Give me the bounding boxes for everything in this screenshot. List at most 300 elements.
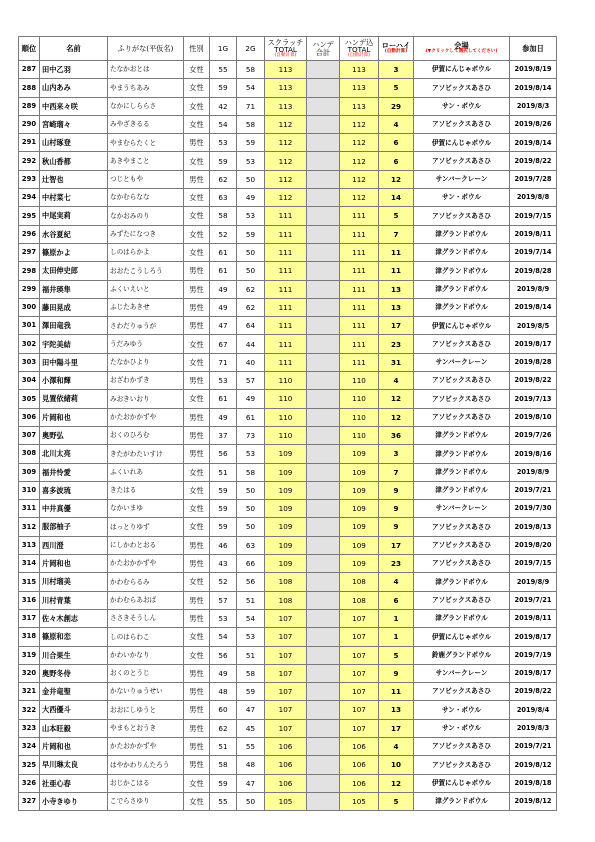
game1-score-cell[interactable]: 71 (210, 353, 237, 371)
game1-score-cell[interactable]: 51 (210, 737, 237, 755)
furigana-cell[interactable]: なかいまゆ (108, 500, 184, 518)
handicap-cell[interactable] (307, 500, 340, 518)
handicap-cell[interactable] (307, 317, 340, 335)
handicap-cell[interactable] (307, 774, 340, 792)
name-cell[interactable]: 川村瑠美 (40, 573, 108, 591)
furigana-cell[interactable]: やまうちあみ (108, 79, 184, 97)
game1-score-cell[interactable]: 47 (210, 317, 237, 335)
furigana-cell[interactable]: はやかわりんたろう (108, 756, 184, 774)
venue-select[interactable]: 津グランドボウル (414, 481, 510, 499)
game2-score-cell[interactable]: 47 (237, 701, 265, 719)
date-cell[interactable]: 2019/8/22 (510, 372, 557, 390)
name-cell[interactable]: 山村琢登 (40, 134, 108, 152)
furigana-cell[interactable]: おおにしゆうと (108, 701, 184, 719)
venue-select[interactable]: サンバークレーン (414, 170, 510, 188)
date-cell[interactable]: 2019/8/9 (510, 463, 557, 481)
game1-score-cell[interactable]: 49 (210, 280, 237, 298)
game1-score-cell[interactable]: 62 (210, 170, 237, 188)
date-cell[interactable]: 2019/7/21 (510, 737, 557, 755)
handicap-cell[interactable] (307, 134, 340, 152)
game1-score-cell[interactable]: 58 (210, 756, 237, 774)
name-cell[interactable]: 早川琳太良 (40, 756, 108, 774)
date-cell[interactable]: 2019/8/26 (510, 115, 557, 133)
furigana-cell[interactable]: おざわかずき (108, 372, 184, 390)
name-cell[interactable]: 福井瑛隼 (40, 280, 108, 298)
name-cell[interactable]: 中西来々咲 (40, 97, 108, 115)
name-cell[interactable]: 小寺きゆり (40, 792, 108, 810)
date-cell[interactable]: 2019/7/21 (510, 481, 557, 499)
game1-score-cell[interactable]: 63 (210, 189, 237, 207)
date-cell[interactable]: 2019/8/28 (510, 353, 557, 371)
name-cell[interactable]: 山内あみ (40, 79, 108, 97)
furigana-cell[interactable]: ふくいえいと (108, 280, 184, 298)
game2-score-cell[interactable]: 50 (237, 262, 265, 280)
game2-score-cell[interactable]: 53 (237, 445, 265, 463)
furigana-cell[interactable]: おくのとうじ (108, 664, 184, 682)
game2-score-cell[interactable]: 59 (237, 225, 265, 243)
furigana-cell[interactable]: うだみゆう (108, 335, 184, 353)
handicap-cell[interactable] (307, 115, 340, 133)
game2-score-cell[interactable]: 58 (237, 61, 265, 79)
date-cell[interactable]: 2019/7/28 (510, 170, 557, 188)
name-cell[interactable]: 奥野弘 (40, 426, 108, 444)
name-cell[interactable]: 片岡和也 (40, 408, 108, 426)
furigana-cell[interactable]: おおたこうしろう (108, 262, 184, 280)
game2-score-cell[interactable]: 49 (237, 189, 265, 207)
game2-score-cell[interactable]: 50 (237, 481, 265, 499)
name-cell[interactable]: 篠原かよ (40, 243, 108, 261)
game2-score-cell[interactable]: 61 (237, 408, 265, 426)
date-cell[interactable]: 2019/8/17 (510, 628, 557, 646)
venue-select[interactable]: 津グランドボウル (414, 225, 510, 243)
handicap-cell[interactable] (307, 225, 340, 243)
handicap-cell[interactable] (307, 280, 340, 298)
game1-score-cell[interactable]: 62 (210, 719, 237, 737)
handicap-cell[interactable] (307, 97, 340, 115)
name-cell[interactable]: 中尾実莉 (40, 207, 108, 225)
venue-select[interactable]: アソビックスあさひ (414, 737, 510, 755)
furigana-cell[interactable]: ささきそうしん (108, 609, 184, 627)
game1-score-cell[interactable]: 58 (210, 207, 237, 225)
furigana-cell[interactable]: かたおかかずや (108, 555, 184, 573)
game2-score-cell[interactable]: 51 (237, 646, 265, 664)
handicap-cell[interactable] (307, 792, 340, 810)
name-cell[interactable]: 見置依緒莉 (40, 390, 108, 408)
game1-score-cell[interactable]: 61 (210, 243, 237, 261)
name-cell[interactable]: 宇陀美結 (40, 335, 108, 353)
furigana-cell[interactable]: さわだりゅうが (108, 317, 184, 335)
date-cell[interactable]: 2019/7/15 (510, 555, 557, 573)
furigana-cell[interactable]: しのはらわこ (108, 628, 184, 646)
game2-score-cell[interactable]: 58 (237, 664, 265, 682)
rank-cell: 311 (19, 500, 40, 518)
game1-score-cell[interactable]: 67 (210, 335, 237, 353)
game1-score-cell[interactable]: 59 (210, 500, 237, 518)
date-cell[interactable]: 2019/8/19 (510, 61, 557, 79)
venue-select[interactable]: アソビックスあさひ (414, 335, 510, 353)
furigana-cell[interactable]: おじかこはる (108, 774, 184, 792)
handicap-cell[interactable] (307, 518, 340, 536)
furigana-cell[interactable]: かたおかかずや (108, 737, 184, 755)
game1-score-cell[interactable]: 53 (210, 372, 237, 390)
furigana-cell[interactable]: みずたになつき (108, 225, 184, 243)
venue-select[interactable]: 津グランドボウル (414, 426, 510, 444)
furigana-cell[interactable]: みおきいおり (108, 390, 184, 408)
game2-score-cell[interactable]: 50 (237, 518, 265, 536)
furigana-cell[interactable]: かわいかなり (108, 646, 184, 664)
game1-score-cell[interactable]: 59 (210, 481, 237, 499)
name-cell[interactable]: 山本旺毅 (40, 719, 108, 737)
name-cell[interactable]: 宮崎瑠々 (40, 115, 108, 133)
name-cell[interactable]: 水谷夏紀 (40, 225, 108, 243)
venue-select[interactable]: アソビックスあさひ (414, 79, 510, 97)
venue-select[interactable]: 伊賀にんじゃボウル (414, 61, 510, 79)
date-cell[interactable]: 2019/8/12 (510, 792, 557, 810)
date-cell[interactable]: 2019/8/22 (510, 152, 557, 170)
date-cell[interactable]: 2019/8/3 (510, 719, 557, 737)
game2-score-cell[interactable]: 40 (237, 353, 265, 371)
handicap-cell[interactable] (307, 170, 340, 188)
venue-select[interactable]: アソビックスあさひ (414, 518, 510, 536)
game2-score-cell[interactable]: 63 (237, 536, 265, 554)
venue-select[interactable]: 津グランドボウル (414, 445, 510, 463)
venue-select[interactable]: アソビックスあさひ (414, 555, 510, 573)
furigana-cell[interactable]: なかにしららさ (108, 97, 184, 115)
venue-select[interactable]: 伊賀にんじゃボウル (414, 774, 510, 792)
handicap-cell[interactable] (307, 737, 340, 755)
handicap-cell[interactable] (307, 61, 340, 79)
name-cell[interactable]: 福井怜愛 (40, 463, 108, 481)
furigana-cell[interactable]: きたがわたいすけ (108, 445, 184, 463)
venue-select[interactable]: アソビックスあさひ (414, 115, 510, 133)
scratch-total-cell: 108 (265, 591, 307, 609)
furigana-cell[interactable]: こでらさゆり (108, 792, 184, 810)
gender-cell: 女性 (184, 390, 210, 408)
handicap-cell[interactable] (307, 353, 340, 371)
name-cell[interactable]: 澤田竜我 (40, 317, 108, 335)
date-cell[interactable]: 2019/8/16 (510, 445, 557, 463)
date-cell[interactable]: 2019/8/13 (510, 518, 557, 536)
handicap-cell[interactable] (307, 207, 340, 225)
game2-score-cell[interactable]: 50 (237, 792, 265, 810)
game1-score-cell[interactable]: 43 (210, 555, 237, 573)
furigana-cell[interactable]: やまむらたくと (108, 134, 184, 152)
gender-cell: 男性 (184, 719, 210, 737)
game2-score-cell[interactable]: 62 (237, 298, 265, 316)
handicap-total-cell: 112 (340, 170, 379, 188)
venue-select[interactable]: アソビックスあさひ (414, 390, 510, 408)
date-cell[interactable]: 2019/8/14 (510, 134, 557, 152)
furigana-cell[interactable]: たなかおとは (108, 61, 184, 79)
name-cell[interactable]: 西川澄 (40, 536, 108, 554)
venue-select[interactable]: 伊賀にんじゃボウル (414, 628, 510, 646)
venue-select[interactable]: 津グランドボウル (414, 463, 510, 481)
date-cell[interactable]: 2019/8/9 (510, 573, 557, 591)
name-cell[interactable]: 服部柚子 (40, 518, 108, 536)
name-cell[interactable]: 田中乙羽 (40, 61, 108, 79)
gender-cell: 男性 (184, 408, 210, 426)
handicap-cell[interactable] (307, 426, 340, 444)
game2-score-cell[interactable]: 59 (237, 683, 265, 701)
handicap-cell[interactable] (307, 555, 340, 573)
venue-select[interactable]: サン・ボウル (414, 97, 510, 115)
date-cell[interactable]: 2019/8/5 (510, 317, 557, 335)
game2-score-cell[interactable]: 57 (237, 372, 265, 390)
date-cell[interactable]: 2019/8/18 (510, 774, 557, 792)
game2-score-cell[interactable]: 44 (237, 335, 265, 353)
furigana-cell[interactable]: しのはらかよ (108, 243, 184, 261)
venue-select[interactable]: アソビックスあさひ (414, 683, 510, 701)
furigana-cell[interactable]: なかむらなな (108, 189, 184, 207)
venue-select[interactable]: サン・ボウル (414, 719, 510, 737)
game1-score-cell[interactable]: 49 (210, 298, 237, 316)
game2-score-cell[interactable]: 50 (237, 500, 265, 518)
rank-cell: 326 (19, 774, 40, 792)
date-cell[interactable]: 2019/8/28 (510, 262, 557, 280)
game1-score-cell[interactable]: 53 (210, 609, 237, 627)
furigana-cell[interactable]: つじともや (108, 170, 184, 188)
handicap-cell[interactable] (307, 463, 340, 481)
name-cell[interactable]: 奥野冬侍 (40, 664, 108, 682)
game2-score-cell[interactable]: 64 (237, 317, 265, 335)
game2-score-cell[interactable]: 51 (237, 591, 265, 609)
game1-score-cell[interactable]: 48 (210, 683, 237, 701)
game1-score-cell[interactable]: 59 (210, 152, 237, 170)
venue-select[interactable]: 津グランドボウル (414, 298, 510, 316)
game2-score-cell[interactable]: 47 (237, 774, 265, 792)
rank-cell: 308 (19, 445, 40, 463)
date-cell[interactable]: 2019/8/14 (510, 79, 557, 97)
game1-score-cell[interactable]: 57 (210, 591, 237, 609)
name-cell[interactable]: 藤田晃成 (40, 298, 108, 316)
game1-score-cell[interactable]: 60 (210, 701, 237, 719)
name-cell[interactable]: 社亜心春 (40, 774, 108, 792)
game1-score-cell[interactable]: 56 (210, 445, 237, 463)
date-cell[interactable]: 2019/8/8 (510, 189, 557, 207)
handicap-cell[interactable] (307, 152, 340, 170)
scratch-total-cell: 112 (265, 189, 307, 207)
venue-select[interactable]: 津グランドボウル (414, 243, 510, 261)
handicap-cell[interactable] (307, 756, 340, 774)
game2-score-cell[interactable]: 50 (237, 243, 265, 261)
game2-score-cell[interactable]: 55 (237, 737, 265, 755)
gender-cell: 女性 (184, 500, 210, 518)
handicap-cell[interactable] (307, 262, 340, 280)
furigana-cell[interactable]: きたはる (108, 481, 184, 499)
handicap-cell[interactable] (307, 701, 340, 719)
name-cell[interactable]: 秋山香都 (40, 152, 108, 170)
date-cell[interactable]: 2019/8/9 (510, 280, 557, 298)
game1-score-cell[interactable]: 59 (210, 774, 237, 792)
venue-select[interactable]: アソビックスあさひ (414, 591, 510, 609)
game2-score-cell[interactable]: 49 (237, 390, 265, 408)
handicap-cell[interactable] (307, 536, 340, 554)
handicap-cell[interactable] (307, 189, 340, 207)
furigana-cell[interactable]: やまもとおうき (108, 719, 184, 737)
date-cell[interactable]: 2019/7/26 (510, 426, 557, 444)
name-cell[interactable]: 辻智也 (40, 170, 108, 188)
venue-select[interactable]: 津グランドボウル (414, 262, 510, 280)
venue-select[interactable]: アソビックスあさひ (414, 152, 510, 170)
furigana-cell[interactable]: あきやまこと (108, 152, 184, 170)
name-cell[interactable]: 小澤和輝 (40, 372, 108, 390)
date-cell[interactable]: 2019/7/15 (510, 207, 557, 225)
venue-select[interactable]: サン・ボウル (414, 701, 510, 719)
furigana-cell[interactable]: かわむらるみ (108, 573, 184, 591)
game2-score-cell[interactable]: 54 (237, 609, 265, 627)
handicap-cell[interactable] (307, 79, 340, 97)
gender-cell: 男性 (184, 445, 210, 463)
handicap-cell[interactable] (307, 664, 340, 682)
game1-score-cell[interactable]: 61 (210, 390, 237, 408)
game2-score-cell[interactable]: 73 (237, 426, 265, 444)
name-cell[interactable]: 中村菜七 (40, 189, 108, 207)
game2-score-cell[interactable]: 59 (237, 134, 265, 152)
venue-select[interactable]: 伊賀にんじゃボウル (414, 134, 510, 152)
date-cell[interactable]: 2019/7/14 (510, 243, 557, 261)
handicap-cell[interactable] (307, 408, 340, 426)
date-cell[interactable]: 2019/8/17 (510, 335, 557, 353)
game2-score-cell[interactable]: 71 (237, 97, 265, 115)
handicap-cell[interactable] (307, 390, 340, 408)
game2-score-cell[interactable]: 66 (237, 555, 265, 573)
handicap-cell[interactable] (307, 591, 340, 609)
furigana-cell[interactable]: おくのひろむ (108, 426, 184, 444)
furigana-cell[interactable]: かたおかかずや (108, 408, 184, 426)
game1-score-cell[interactable]: 52 (210, 225, 237, 243)
date-cell[interactable]: 2019/8/3 (510, 97, 557, 115)
game2-score-cell[interactable]: 56 (237, 573, 265, 591)
venue-select[interactable]: 鈴鹿グランドボウル (414, 646, 510, 664)
furigana-cell[interactable]: ふじたあきせ (108, 298, 184, 316)
name-cell[interactable]: 川合果生 (40, 646, 108, 664)
game2-score-cell[interactable]: 45 (237, 719, 265, 737)
gender-cell: 女性 (184, 628, 210, 646)
name-cell[interactable]: 太田伸史郎 (40, 262, 108, 280)
game2-score-cell[interactable]: 58 (237, 115, 265, 133)
game2-score-cell[interactable]: 62 (237, 280, 265, 298)
venue-select[interactable]: アソビックスあさひ (414, 207, 510, 225)
handicap-cell[interactable] (307, 243, 340, 261)
venue-select[interactable]: アソビックスあさひ (414, 372, 510, 390)
date-cell[interactable]: 2019/8/12 (510, 756, 557, 774)
furigana-cell[interactable]: はっとりゆず (108, 518, 184, 536)
game2-score-cell[interactable]: 48 (237, 756, 265, 774)
handicap-cell[interactable] (307, 683, 340, 701)
date-cell[interactable]: 2019/8/17 (510, 664, 557, 682)
handicap-cell[interactable] (307, 445, 340, 463)
furigana-cell[interactable]: みやざきるる (108, 115, 184, 133)
name-cell[interactable]: 篠原和恋 (40, 628, 108, 646)
furigana-cell[interactable]: ふくいれあ (108, 463, 184, 481)
date-cell[interactable]: 2019/8/22 (510, 683, 557, 701)
name-cell[interactable]: 佐々木創志 (40, 609, 108, 627)
venue-select[interactable]: サンバークレーン (414, 664, 510, 682)
handicap-cell[interactable] (307, 298, 340, 316)
furigana-cell[interactable]: にしかわとおる (108, 536, 184, 554)
game2-score-cell[interactable]: 53 (237, 152, 265, 170)
name-cell[interactable]: 北川太亮 (40, 445, 108, 463)
date-cell[interactable]: 2019/7/21 (510, 591, 557, 609)
handicap-cell[interactable] (307, 646, 340, 664)
name-cell[interactable]: 中井真優 (40, 500, 108, 518)
furigana-cell[interactable]: かわむらあおば (108, 591, 184, 609)
name-cell[interactable]: 片岡和也 (40, 737, 108, 755)
name-cell[interactable]: 喜多波琉 (40, 481, 108, 499)
venue-select[interactable]: サンバークレーン (414, 500, 510, 518)
name-cell[interactable]: 大西優斗 (40, 701, 108, 719)
game1-score-cell[interactable]: 53 (210, 134, 237, 152)
date-cell[interactable]: 2019/7/13 (510, 390, 557, 408)
date-cell[interactable]: 2019/8/11 (510, 609, 557, 627)
venue-select[interactable]: アソビックスあさひ (414, 408, 510, 426)
date-cell[interactable]: 2019/8/20 (510, 536, 557, 554)
game1-score-cell[interactable]: 49 (210, 664, 237, 682)
game1-score-cell[interactable]: 46 (210, 536, 237, 554)
game1-score-cell[interactable]: 54 (210, 115, 237, 133)
venue-select[interactable]: 津グランドボウル (414, 609, 510, 627)
venue-select[interactable]: 津グランドボウル (414, 573, 510, 591)
venue-select[interactable]: サンバークレーン (414, 353, 510, 371)
venue-select[interactable]: サン・ボウル (414, 189, 510, 207)
game1-score-cell[interactable]: 52 (210, 573, 237, 591)
game2-score-cell[interactable]: 54 (237, 79, 265, 97)
handicap-cell[interactable] (307, 335, 340, 353)
venue-select[interactable]: アソビックスあさひ (414, 536, 510, 554)
date-cell[interactable]: 2019/8/4 (510, 701, 557, 719)
venue-select[interactable]: 津グランドボウル (414, 280, 510, 298)
handicap-cell[interactable] (307, 573, 340, 591)
game1-score-cell[interactable]: 49 (210, 408, 237, 426)
name-cell[interactable]: 川村青葉 (40, 591, 108, 609)
game1-score-cell[interactable]: 54 (210, 628, 237, 646)
handicap-cell[interactable] (307, 609, 340, 627)
game1-score-cell[interactable]: 55 (210, 792, 237, 810)
date-cell[interactable]: 2019/8/10 (510, 408, 557, 426)
date-cell[interactable]: 2019/7/19 (510, 646, 557, 664)
game1-score-cell[interactable]: 61 (210, 262, 237, 280)
date-cell[interactable]: 2019/8/14 (510, 298, 557, 316)
game2-score-cell[interactable]: 53 (237, 628, 265, 646)
game2-score-cell[interactable]: 53 (237, 207, 265, 225)
game1-score-cell[interactable]: 42 (210, 97, 237, 115)
furigana-cell[interactable]: たなかひより (108, 353, 184, 371)
venue-select[interactable]: 伊賀にんじゃボウル (414, 317, 510, 335)
game1-score-cell[interactable]: 37 (210, 426, 237, 444)
furigana-cell[interactable]: なかおみのり (108, 207, 184, 225)
venue-select[interactable]: 津グランドボウル (414, 792, 510, 810)
game1-score-cell[interactable]: 59 (210, 518, 237, 536)
handicap-cell[interactable] (307, 719, 340, 737)
name-cell[interactable]: 金井竜聖 (40, 683, 108, 701)
game1-score-cell[interactable]: 51 (210, 463, 237, 481)
game1-score-cell[interactable]: 59 (210, 79, 237, 97)
game2-score-cell[interactable]: 58 (237, 463, 265, 481)
handicap-cell[interactable] (307, 372, 340, 390)
scratch-total-cell: 107 (265, 683, 307, 701)
game2-score-cell[interactable]: 50 (237, 170, 265, 188)
handicap-cell[interactable] (307, 481, 340, 499)
game1-score-cell[interactable]: 55 (210, 61, 237, 79)
furigana-cell[interactable]: かないりゅうせい (108, 683, 184, 701)
game1-score-cell[interactable]: 56 (210, 646, 237, 664)
name-cell[interactable]: 田中陽斗里 (40, 353, 108, 371)
date-cell[interactable]: 2019/8/11 (510, 225, 557, 243)
venue-select[interactable]: アソビックスあさひ (414, 756, 510, 774)
date-cell[interactable]: 2019/7/30 (510, 500, 557, 518)
name-cell[interactable]: 片岡和也 (40, 555, 108, 573)
handicap-cell[interactable] (307, 628, 340, 646)
